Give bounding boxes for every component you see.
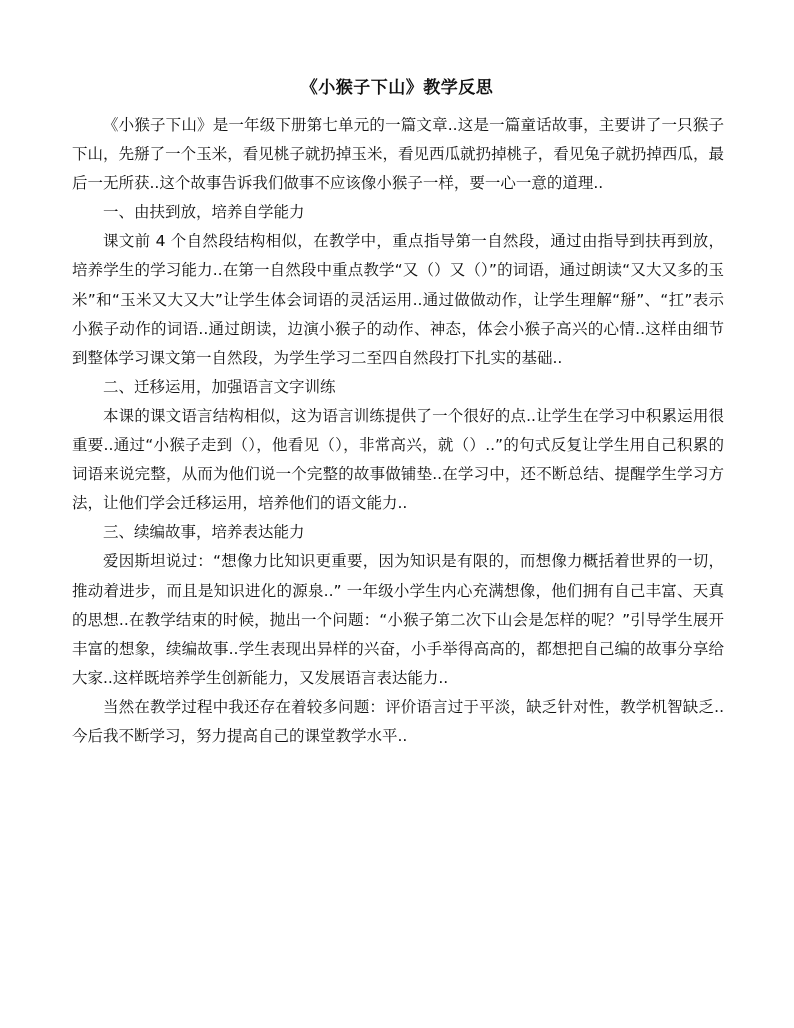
section-heading-1: 一、由扶到放，培养自学能力 — [103, 203, 305, 222]
section-heading-3: 三、续编故事，培养表达能力 — [103, 523, 305, 542]
conclusion-paragraph: 当然在教学过程中我还存在着较多问题：评价语言过于平淡，缺乏针对性，教学机智缺乏..今后我不断学习，努力提高自己的课堂教学水平.. — [72, 697, 724, 745]
document-body — [72, 111, 724, 751]
section-paragraph-3: 爱因斯坦说过：“想像力比知识更重要，因为知识是有限的，而想像力概括着世界的一切，推动着进步，而且是知识进化的源泉..” 一年级小学生内心充满想像，他们拥有自己丰富、天真的思想..在教学结束的时候，抛出一个问题：“小猴子第二次下山会是怎样的呢？”引导学生展开丰富的想象，续编故事..学生表现出异样的兴奋，小手举得高高的，都想把自己编的故事分享给大家..这样既培养学生创新能力，又发展语言表达能力.. — [72, 552, 724, 687]
intro-paragraph: 《小猴子下山》是一年级下册第七单元的一篇文章..这是一篇童话故事，主要讲了一只猴子下山，先掰了一个玉米，看见桃子就扔掉玉米，看见西瓜就扔掉桃子，看见兔子就扔掉西瓜，最后一无所获..这个故事告诉我们做事不应该像小猴子一样，要一心一意的道理.. — [72, 116, 724, 193]
section-heading-2: 二、迁移运用，加强语言文字训练 — [103, 377, 336, 396]
section-paragraph-2: 本课的课文语言结构相似，这为语言训练提供了一个很好的点..让学生在学习中积累运用很重要..通过“小猴子走到（），他看见（），非常高兴，就（）..”的句式反复让学生用自己积累的词语来说完整，从而为他们说一个完整的故事做铺垫..在学习中，还不断总结、提醒学生学习方法，让他们学会迁移运用，培养他们的语文能力.. — [72, 406, 724, 513]
page-title: 《小猴子下山》教学反思 — [300, 78, 494, 98]
section-paragraph-1: 课文前 4 个自然段结构相似，在教学中，重点指导第一自然段，通过由指导到扶再到放，培养学生的学习能力..在第一自然段中重点教学“又（）又（）”的词语，通过朗读“又大又多的玉米”和“玉米又大又大”让学生体会词语的灵活运用..通过做做动作，让学生理解“掰”、“扛”表示小猴子动作的词语..通过朗读，边演小猴子的动作、神态，体会小猴子高兴的心情..这样由细节到整体学习课文第一自然段，为学生学习二至四自然段打下扎实的基础.. — [72, 232, 724, 367]
